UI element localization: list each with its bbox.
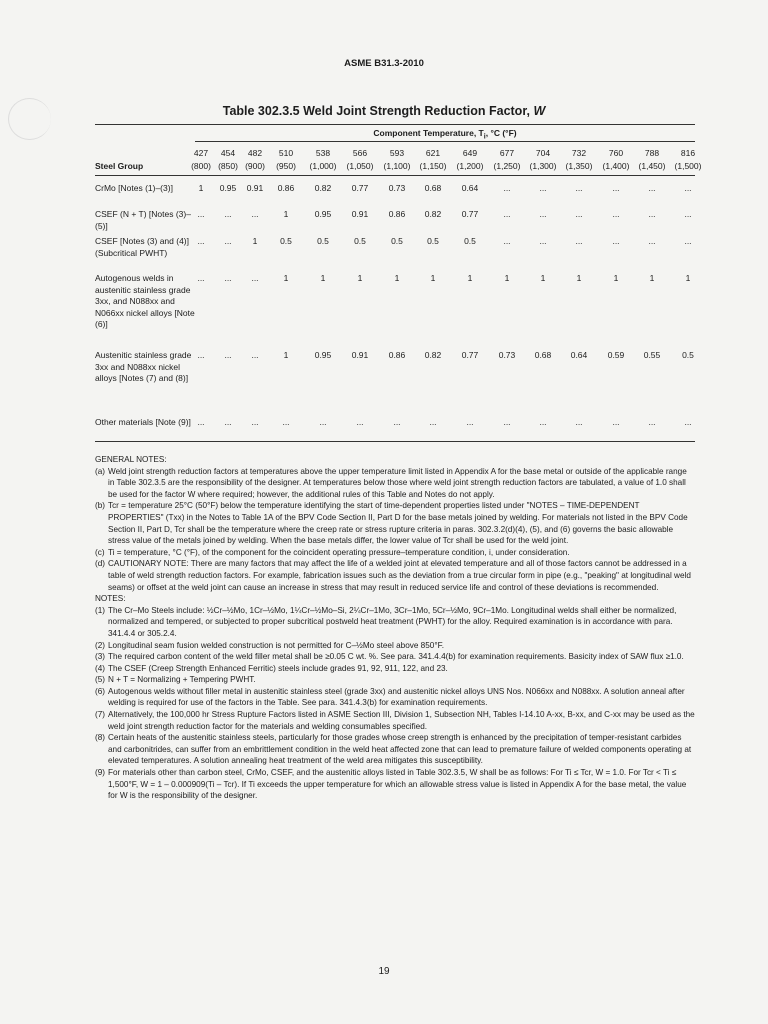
notes-section: [95, 454, 695, 802]
temp-c-header: 538: [315, 148, 331, 158]
table-cell: 0.82: [424, 209, 442, 219]
table-cell: 0.64: [461, 183, 479, 193]
note-key: (6): [95, 686, 106, 696]
header-bottom-rule: [95, 175, 695, 176]
note-text: Certain heats of the austenitic stainless steels, particularly for those grades whose creep strength is enhanced by the precipitation of temper-resistant carbides and carbonitrides, can suffer from an embrittlement condition in the weld heat affected zone that can lead to premature failure of welded components operating at elevated temperatures. A solution annealing heat treatment of the weld area mitigates this susceptibility.: [108, 733, 692, 766]
table-cell: 0.91: [351, 209, 369, 219]
note-key: (8): [95, 733, 106, 743]
note-text: Weld joint strength reduction factors at temperatures above the upper temperature limit listed in Appendix A for the base metal or outside of the applicable range in Table 302.3.5 are the responsibility of the designer. At temperatures below those where weld joint strength reduction factors are tabulated, a value of 1.0 shall be used for the factor W where required; however, the additional rules of this Table and Notes do not apply.: [108, 466, 687, 499]
table-bottom-rule: [95, 441, 695, 442]
component-temp-unit: , °C (°F): [485, 128, 517, 138]
note-item: [95, 732, 695, 767]
table-cell: 0.95: [219, 183, 237, 193]
table-cell: 0.77: [461, 350, 479, 360]
table-cell: ...: [197, 350, 205, 360]
table-cell: ...: [224, 273, 232, 283]
table-cell: 0.5: [464, 236, 476, 246]
table-cell: 0.73: [498, 350, 516, 360]
table-title: [0, 104, 768, 118]
table-cell: ...: [466, 417, 474, 427]
table-cell: 1: [430, 273, 436, 283]
temp-c-header: 510: [278, 148, 294, 158]
note-item: [95, 767, 695, 802]
table-cell: 1: [283, 350, 289, 360]
table-cell: ...: [503, 183, 511, 193]
note-text: CAUTIONARY NOTE: There are many factors that may affect the life of a welded joint at elevated temperature and all of those factors cannot be addressed in a table of weld strength reduction factors. For example, fabrication issues such as the deviation from a true circular form in pipe (e.g., "peaking" at longitudinal weld seams) or offset at the weld joint can cause an increase in stress that may result in reduced service life and control of these deviations is recommended.: [108, 559, 691, 592]
temp-f-header: (1,200): [456, 161, 484, 171]
table-cell: ...: [251, 350, 259, 360]
note-item: [95, 640, 695, 652]
steel-group-cell: CSEF [Notes (3) and (4)] (Subcritical PWHT): [95, 236, 190, 258]
table-cell: ...: [503, 417, 511, 427]
temp-c-header: 427: [193, 148, 209, 158]
temp-f-header: (1,400): [602, 161, 630, 171]
table-cell: ...: [224, 417, 232, 427]
steel-group-cell: CrMo [Notes (1)–(3)]: [95, 183, 173, 193]
notes-title: NOTES:: [95, 594, 126, 604]
table-cell: 1: [504, 273, 510, 283]
table-cell: 0.86: [277, 183, 295, 193]
table-cell: ...: [503, 209, 511, 219]
note-item: [95, 709, 695, 732]
temp-c-header: 732: [571, 148, 587, 158]
general-notes-list: [95, 466, 695, 594]
note-key: (1): [95, 605, 106, 615]
table-cell: ...: [539, 209, 547, 219]
note-item: [95, 500, 695, 546]
note-item: [95, 547, 695, 559]
table-cell: ...: [575, 417, 583, 427]
temp-f-header: (1,450): [638, 161, 666, 171]
note-key: (5): [95, 675, 106, 685]
table-cell: ...: [575, 236, 583, 246]
table-cell: 0.82: [314, 183, 332, 193]
note-text: For materials other than carbon steel, CrMo, CSEF, and the austenitic alloys listed in Table 302.3.5, W shall be as follows: For Ti ≤ Tcr, W = 1.0. For Tcr < Ti ≤ 1,500°F, W = 1 – 0.000909(Ti – Tcr). If Ti exceeds the upper temperature for which an allowable stress value is listed in Appendix A for the base metal, the value for W is the responsibility of the designer.: [108, 768, 687, 801]
table-cell: 0.95: [314, 209, 332, 219]
table-cell: 0.5: [391, 236, 403, 246]
note-key: (a): [95, 466, 106, 476]
notes-list: [95, 605, 695, 802]
table-cell: ...: [684, 417, 692, 427]
note-text: The required carbon content of the weld filler metal shall be ≥0.05 C wt. %. See para. 341.4.4(b) for examination requirements. Basicity index of SAW flux ≥1.0.: [108, 652, 684, 662]
table-cell: 0.82: [424, 350, 442, 360]
table-cell: ...: [251, 209, 259, 219]
table-top-rule: [95, 124, 695, 125]
note-text: The CSEF (Creep Strength Enhanced Ferritic) steels include grades 91, 92, 911, 122, and 23.: [108, 663, 448, 673]
table-title-symbol: W: [533, 104, 546, 118]
table-cell: ...: [684, 236, 692, 246]
table-cell: ...: [197, 236, 205, 246]
temp-f-header: (850): [218, 161, 238, 171]
table-cell: 1: [685, 273, 691, 283]
table-cell: 0.59: [607, 350, 625, 360]
temperature-header-rule: [195, 141, 695, 142]
temp-c-header: 621: [425, 148, 441, 158]
temp-c-header: 593: [389, 148, 405, 158]
note-text: Tcr = temperature 25°C (50°F) below the temperature identifying the start of time-dependent properties listed under "NOTES – TIME-DEPENDENT PROPERTIES" (Txx) in the Notes to Table 1A of the BPV Code Section II, Part D for the base metals joined by welding. For materials not listed in the BPV Code Section II, Part D, Tcr shall be the temperature where the creep rate or stress rupture criteria in paras. 302.3.2(d)(4), (5), and (6) governs the basic allowable stress value of the metals joined by welding. When the base metals differ, the lower value of Tcr shall be used for the weld joint.: [108, 501, 688, 546]
temp-c-header: 788: [644, 148, 660, 158]
temp-c-header: 649: [462, 148, 478, 158]
note-text: Ti = temperature, °C (°F), of the component for the coincident operating pressure–temperature condition, i, under consideration.: [108, 547, 570, 557]
table-cell: ...: [612, 417, 620, 427]
note-text: Longitudinal seam fusion welded construction is not permitted for C–½Mo steel above 850°F.: [108, 640, 444, 650]
note-key: (d): [95, 559, 106, 569]
table-cell: 1: [283, 209, 289, 219]
table-cell: 0.68: [534, 350, 552, 360]
note-text: Autogenous welds without filler metal in austenitic stainless steel (grade 3xx) and austenitic nickel alloys UNS Nos. N066xx and N088xx. A solution anneal after welding is required for use of the factors in the Table. See para. 341.4.3(b) for examination requirements.: [108, 686, 685, 708]
table-cell: 1: [283, 273, 289, 283]
table-cell: 0.68: [424, 183, 442, 193]
note-item: [95, 558, 695, 593]
note-key: (4): [95, 663, 106, 673]
table-cell: 1: [394, 273, 400, 283]
steel-group-cell: Other materials [Note (9)]: [95, 417, 191, 427]
table-cell: 1: [649, 273, 655, 283]
table-cell: ...: [648, 209, 656, 219]
table-cell: 0.86: [388, 350, 406, 360]
note-text: N + T = Normalizing + Tempering PWHT.: [108, 675, 256, 685]
note-item: [95, 686, 695, 709]
table-cell: ...: [282, 417, 290, 427]
table-cell: 1: [540, 273, 546, 283]
table-cell: ...: [612, 183, 620, 193]
note-key: (b): [95, 501, 106, 511]
table-cell: ...: [251, 417, 259, 427]
table-cell: 0.5: [354, 236, 366, 246]
table-cell: ...: [612, 236, 620, 246]
note-item: [95, 605, 695, 640]
general-notes-title: GENERAL NOTES:: [95, 455, 167, 464]
steel-group-cell: Austenitic stainless grade 3xx and N088xx nickel alloys [Notes (7) and (8)]: [95, 350, 192, 383]
table-cell: ...: [197, 273, 205, 283]
table-cell: ...: [539, 417, 547, 427]
steel-group-header: Steel Group: [95, 161, 144, 171]
page-number: 19: [378, 966, 390, 977]
table-cell: 1: [320, 273, 326, 283]
temp-f-header: (1,000): [309, 161, 337, 171]
table-cell: ...: [197, 417, 205, 427]
table-cell: ...: [503, 236, 511, 246]
component-temp-sub: i: [483, 132, 486, 141]
temp-f-header: (1,250): [493, 161, 521, 171]
table-cell: ...: [251, 273, 259, 283]
note-item: [95, 466, 695, 501]
table-cell: ...: [224, 350, 232, 360]
note-key: (2): [95, 640, 106, 650]
table-cell: 0.91: [246, 183, 264, 193]
table-cell: ...: [356, 417, 364, 427]
temp-f-header: (1,500): [674, 161, 702, 171]
table-cell: ...: [393, 417, 401, 427]
steel-group-cell: CSEF (N + T) [Notes (3)–(5)]: [95, 209, 191, 231]
note-text: Alternatively, the 100,000 hr Stress Rupture Factors listed in ASME Section III, Division 1, Subsection NH, Tables I-14.10 A-xx, B-xx, and C-xx may be used as the weld joint strength reduction factor for the materials and welding consumables specified.: [108, 710, 695, 731]
note-item: [95, 674, 695, 686]
note-item: [95, 651, 695, 663]
table-cell: 1: [613, 273, 619, 283]
table-cell: ...: [197, 209, 205, 219]
table-cell: ...: [575, 209, 583, 219]
note-item: [95, 663, 695, 675]
table-cell: 0.91: [351, 350, 369, 360]
table-cell: ...: [539, 236, 547, 246]
temp-f-header: (1,100): [383, 161, 411, 171]
note-text: The Cr–Mo Steels include: ½Cr–½Mo, 1Cr–½Mo, 1¼Cr–½Mo–Si, 2¼Cr–1Mo, 3Cr–1Mo, 5Cr–½Mo, 9Cr–1Mo. Longitudinal welds shall either be normalized, normalized and tempered, or subjected to proper subcritical postweld heat treatment (PWHT) for the alloy. Required examination is in accordance with para. 341.4.4 or 305.2.4.: [108, 605, 677, 638]
temp-f-header: (1,350): [565, 161, 593, 171]
note-key: (c): [95, 547, 105, 557]
temp-c-header: 760: [608, 148, 624, 158]
table-cell: ...: [612, 209, 620, 219]
temp-f-header: (1,050): [346, 161, 374, 171]
table-cell: 0.5: [317, 236, 329, 246]
temp-c-header: 704: [535, 148, 551, 158]
table-cell: 0.86: [388, 209, 406, 219]
temp-c-header: 454: [220, 148, 236, 158]
steel-group-cell: Autogenous welds in austenitic stainless grade 3xx, and N088xx and N066xx nickel alloys [Note (6)]: [95, 273, 195, 329]
temp-f-header: (1,300): [529, 161, 557, 171]
table-cell: 0.73: [388, 183, 406, 193]
temp-f-header: (800): [191, 161, 211, 171]
table-cell: ...: [429, 417, 437, 427]
table-cell: ...: [539, 183, 547, 193]
component-temp-label: Component Temperature, T: [373, 128, 484, 138]
table-cell: ...: [575, 183, 583, 193]
note-key: (3): [95, 652, 106, 662]
table-cell: 0.64: [570, 350, 588, 360]
table-cell: 1: [252, 236, 258, 246]
table-cell: ...: [684, 183, 692, 193]
table-cell: 0.55: [643, 350, 661, 360]
temp-f-header: (1,150): [419, 161, 447, 171]
temp-c-header: 566: [352, 148, 368, 158]
table-cell: 1: [576, 273, 582, 283]
running-header: ASME B31.3-2010: [344, 58, 424, 69]
temp-f-header: (900): [245, 161, 265, 171]
table-cell: ...: [224, 209, 232, 219]
table-title-text: Table 302.3.5 Weld Joint Strength Reduction Factor,: [222, 104, 530, 118]
table-cell: 0.5: [682, 350, 694, 360]
table-cell: 0.5: [427, 236, 439, 246]
table-cell: ...: [648, 236, 656, 246]
component-temperature-header: [195, 128, 695, 141]
note-key: (7): [95, 710, 106, 720]
table-cell: ...: [684, 209, 692, 219]
temp-c-header: 816: [680, 148, 696, 158]
temp-f-header: (950): [276, 161, 296, 171]
note-key: (9): [95, 768, 106, 778]
table-cell: 0.77: [351, 183, 369, 193]
table-cell: ...: [224, 236, 232, 246]
table-cell: ...: [648, 183, 656, 193]
table-cell: 1: [357, 273, 363, 283]
table-cell: ...: [319, 417, 327, 427]
table-cell: 0.95: [314, 350, 332, 360]
table-cell: 0.77: [461, 209, 479, 219]
table-cell: 0.5: [280, 236, 292, 246]
temp-c-header: 482: [247, 148, 263, 158]
table-cell: ...: [648, 417, 656, 427]
table-cell: 1: [467, 273, 473, 283]
table-cell: 1: [198, 183, 204, 193]
temp-c-header: 677: [499, 148, 515, 158]
